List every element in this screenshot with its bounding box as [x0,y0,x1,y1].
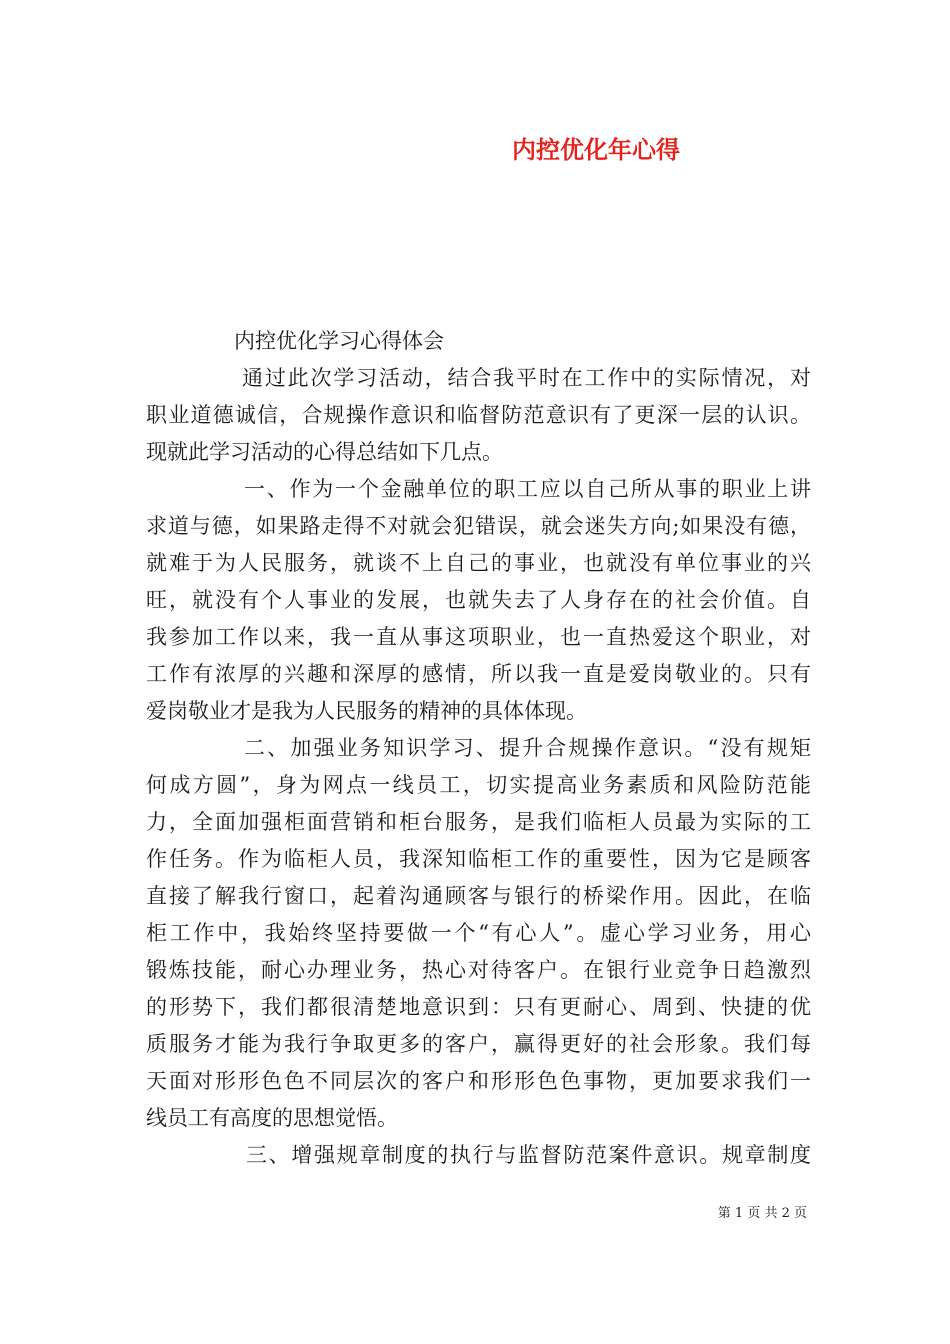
page-number: 第 1 页 共 2 页 [717,1206,807,1221]
body-line: 我参加工作以来，我一直从事这项职业，也一直热爱这个职业，对 [146,625,811,649]
body-line: 柜工作中，我始终坚持要做一个“有心人”。虚心学习业务，用心 [146,921,811,945]
body-line: 职业道德诚信，合规操作意识和临督防范意识有了更深一层的认识。 [146,403,811,427]
body-line: 线员工有高度的思想觉悟。 [146,1106,398,1130]
body-line: 力，全面加强柜面营销和柜台服务，是我们临柜人员最为实际的工 [146,810,811,834]
body-line: 质服务才能为我行争取更多的客户，赢得更好的社会形象。我们每 [146,1032,811,1056]
document-title: 内控优化年心得 [512,136,680,164]
body-line: 工作有浓厚的兴趣和深厚的感情，所以我一直是爱岗敬业的。只有 [146,662,811,686]
body-line: 天面对形形色色不同层次的客户和形形色色事物，更加要求我们一 [146,1069,811,1093]
body-line: 的形势下，我们都很清楚地意识到：只有更耐心、周到、快捷的优 [146,995,811,1019]
body-line: 求道与德，如果路走得不对就会犯错误，就会迷失方向;如果没有德， [146,514,811,538]
body-line: 通过此次学习活动，结合我平时在工作中的实际情况，对 [242,366,811,390]
body-line: 三、增强规章制度的执行与监督防范案件意识。规章制度 [246,1143,811,1167]
body-line: 一、作为一个金融单位的职工应以自己所从事的职业上讲 [244,477,811,501]
body-line: 直接了解我行窗口，起着沟通顾客与银行的桥梁作用。因此，在临 [146,884,811,908]
body-line: 就难于为人民服务，就谈不上自己的事业，也就没有单位事业的兴 [146,551,811,575]
body-line: 锻炼技能，耐心办理业务，热心对待客户。在银行业竞争日趋激烈 [146,958,811,982]
body-line: 旺，就没有个人事业的发展，也就失去了人身存在的社会价值。自 [146,588,811,612]
body-line: 作任务。作为临柜人员，我深知临柜工作的重要性，因为它是顾客 [146,847,811,871]
body-line: 何成方圆”，身为网点一线员工，切实提高业务素质和风险防范能 [146,773,811,797]
body-line: 爱岗敬业才是我为人民服务的精神的具体体现。 [146,699,587,723]
document-body [146,323,811,1174]
body-line: 现就此学习活动的心得总结如下几点。 [146,440,503,464]
document-subtitle: 内控优化学习心得体会 [234,329,444,353]
body-line: 二、加强业务知识学习、提升合规操作意识。“没有规矩 [244,736,811,760]
